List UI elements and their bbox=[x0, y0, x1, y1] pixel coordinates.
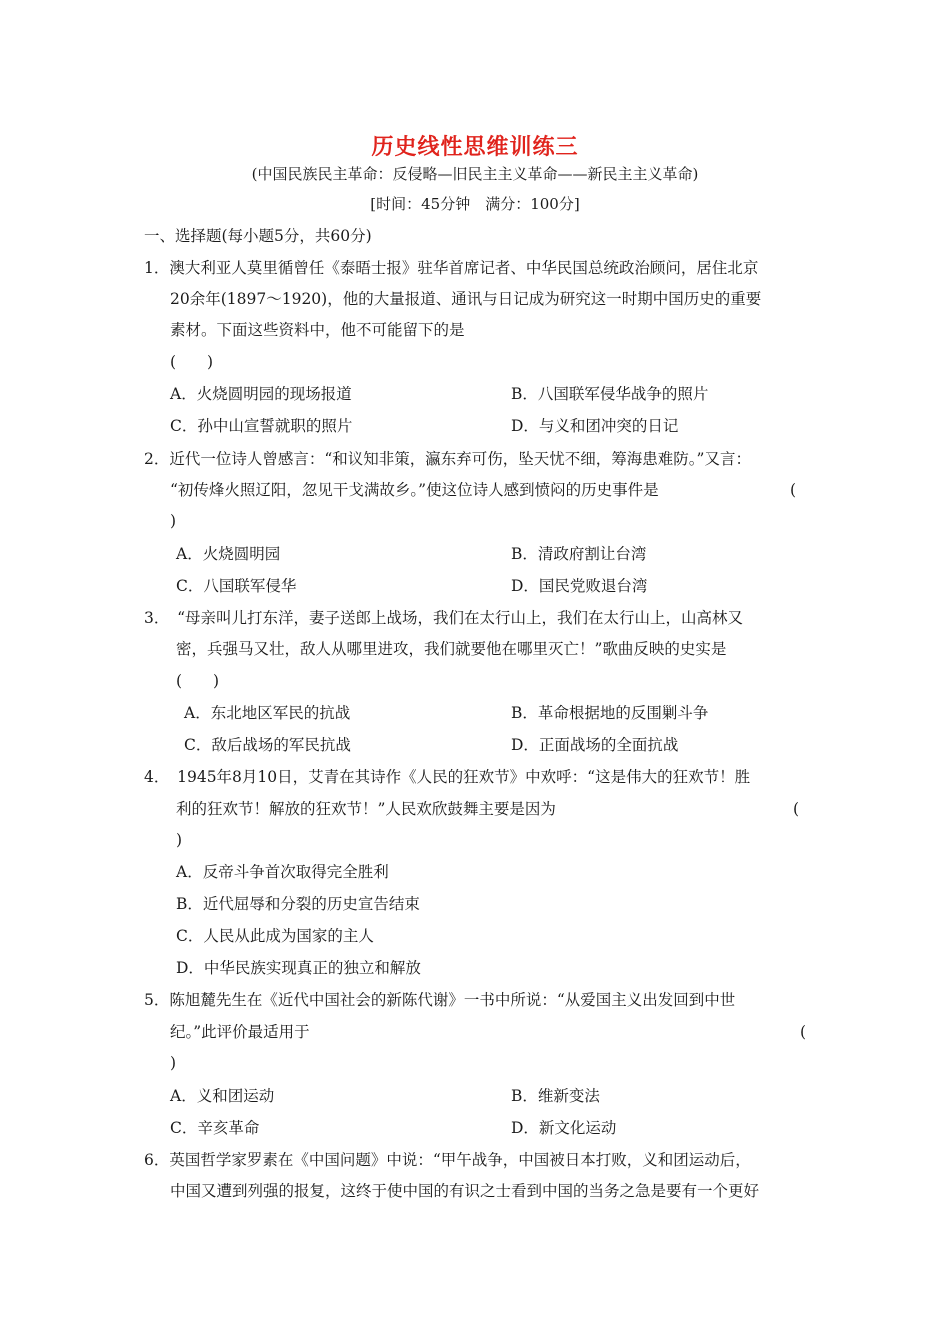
answer-blank-open: ( bbox=[790, 481, 797, 499]
answer-blank: ( ) bbox=[176, 672, 220, 690]
question-line: 纪。”此评价最适用于 bbox=[170, 1023, 310, 1041]
question-line: 3． “母亲叫儿打东洋，妻子送郎上战场，我们在太行山上，我们在太行山上，山高林又 bbox=[144, 609, 744, 627]
answer-blank-close: ) bbox=[170, 1054, 177, 1072]
option-a: A．义和团运动 bbox=[170, 1087, 275, 1105]
option-a: A．火烧圆明园的现场报道 bbox=[170, 385, 352, 403]
question-line: 密，兵强马又壮，敌人从哪里进攻，我们就要他在哪里灭亡！”歌曲反映的史实是 bbox=[176, 640, 727, 658]
answer-blank-close: ) bbox=[170, 512, 177, 530]
answer-blank-open: ( bbox=[793, 800, 800, 818]
question-line: 4． 1945年8月10日，艾青在其诗作《人民的狂欢节》中欢呼：“这是伟大的狂欢节！胜 bbox=[144, 768, 751, 786]
section-heading: 一、选择题(每小题5分，共60分) bbox=[144, 227, 372, 245]
option-b: B．清政府割让台湾 bbox=[511, 545, 647, 563]
option-c: C．辛亥革命 bbox=[170, 1119, 260, 1137]
question-line: “初传烽火照辽阳，忽见干戈满故乡。”使这位诗人感到愤闷的历史事件是 bbox=[170, 481, 659, 499]
option-c: C．人民从此成为国家的主人 bbox=[176, 927, 374, 945]
option-d: D．国民党败退台湾 bbox=[511, 577, 648, 595]
option-a: A．反帝斗争首次取得完全胜利 bbox=[176, 863, 389, 881]
option-b: B．维新变法 bbox=[511, 1087, 600, 1105]
option-b: B．近代屈辱和分裂的历史宣告结束 bbox=[176, 895, 420, 913]
answer-blank-close: ) bbox=[176, 831, 183, 849]
option-d: D．新文化运动 bbox=[511, 1119, 617, 1137]
option-b: B．八国联军侵华战争的照片 bbox=[511, 385, 709, 403]
answer-blank-open: ( bbox=[800, 1023, 807, 1041]
option-d: D．正面战场的全面抗战 bbox=[511, 736, 679, 754]
option-c: C．敌后战场的军民抗战 bbox=[184, 736, 351, 754]
option-a: A．火烧圆明园 bbox=[176, 545, 281, 563]
question-line: 素材。下面这些资料中，他不可能留下的是 bbox=[170, 321, 465, 339]
question-line: 5．陈旭麓先生在《近代中国社会的新陈代谢》一书中所说：“从爱国主义出发回到中世 bbox=[144, 991, 736, 1009]
option-c: C．孙中山宣誓就职的照片 bbox=[170, 417, 353, 435]
option-a: A．东北地区军民的抗战 bbox=[184, 704, 351, 722]
option-c: C．八国联军侵华 bbox=[176, 577, 297, 595]
time-score-info: [时间：45分钟 满分：100分] bbox=[370, 195, 580, 213]
document-subtitle: (中国民族民主革命：反侵略—旧民主主义革命——新民主主义革命) bbox=[251, 165, 699, 183]
option-b: B．革命根据地的反围剿斗争 bbox=[511, 704, 709, 722]
question-line: 20余年(1897～1920)，他的大量报道、通讯与日记成为研究这一时期中国历史的重要 bbox=[170, 290, 762, 308]
option-d: D．与义和团冲突的日记 bbox=[511, 417, 679, 435]
option-d: D．中华民族实现真正的独立和解放 bbox=[176, 959, 421, 977]
document-title: 历史线性思维训练三 bbox=[371, 134, 579, 160]
question-line: 6．英国哲学家罗素在《中国问题》中说：“甲午战争，中国被日本打败，义和团运动后， bbox=[144, 1151, 751, 1169]
question-line: 1．澳大利亚人莫里循曾任《泰晤士报》驻华首席记者、中华民国总统政治顾问，居住北京 bbox=[144, 259, 759, 277]
answer-blank: ( ) bbox=[170, 353, 214, 371]
question-line: 利的狂欢节！解放的狂欢节！”人民欢欣鼓舞主要是因为 bbox=[176, 800, 556, 818]
question-line: 中国又遭到列强的报复，这终于使中国的有识之士看到中国的当务之急是要有一个更好 bbox=[170, 1182, 760, 1200]
question-line: 2．近代一位诗人曾感言：“和议知非策，瀛东弃可伤，坠天忧不细，筹海患难防。”又言： bbox=[144, 450, 751, 468]
